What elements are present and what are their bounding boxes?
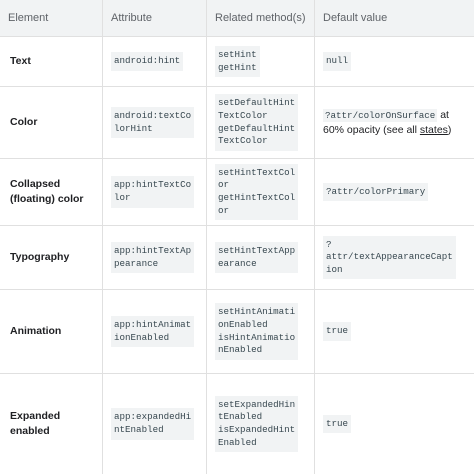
row-color-methods: setDefaultHint TextColor getDefaultHint TextColor (215, 94, 298, 150)
row-collapsed-color-default: ?attr/colorPrimary (323, 183, 428, 202)
row-text-methods: setHint getHint (215, 46, 260, 77)
row-color-methods-cell (207, 87, 315, 159)
row-text-default-cell (315, 37, 474, 87)
row-expanded-enabled-attribute-cell (103, 374, 207, 474)
row-expanded-enabled-default-cell (315, 374, 474, 474)
row-color-default (323, 108, 466, 138)
row-color-default-suffix: ) (447, 123, 452, 136)
row-text-methods-cell (207, 37, 315, 87)
row-expanded-enabled-methods: setExpandedHin tEnabled isExpandedHint Enabled (215, 396, 298, 452)
row-collapsed-color-methods: setHintTextCol or getHintTextCol or (215, 164, 298, 220)
row-color-default-code: ?attr/colorOnSurface (325, 109, 436, 121)
row-typography-attribute: app:hintTextAp pearance (111, 242, 194, 273)
row-text-element: Text (0, 37, 103, 87)
row-animation-element: Animation (0, 290, 103, 374)
row-text-attribute: android:hint (111, 52, 183, 71)
row-collapsed-color-default-cell (315, 159, 474, 226)
header-element: Element (0, 0, 103, 37)
header-default: Default value (315, 0, 474, 37)
header-attribute: Attribute (103, 0, 207, 37)
row-collapsed-color-element: Collapsed (floating) color (0, 159, 103, 226)
row-animation-methods: setHintAnimati onEnabled isHintAnimatio nEnabled (215, 303, 298, 359)
row-collapsed-color-attribute-cell (103, 159, 207, 226)
row-typography-attribute-cell (103, 226, 207, 290)
row-animation-attribute: app:hintAnimat ionEnabled (111, 316, 194, 347)
row-collapsed-color-attribute: app:hintTextCo lor (111, 176, 194, 207)
row-typography-element: Typography (0, 226, 103, 290)
row-expanded-enabled-attribute: app:expandedHi ntEnabled (111, 408, 194, 439)
row-text-attribute-cell (103, 37, 207, 87)
header-methods: Related method(s) (207, 0, 315, 37)
row-expanded-enabled-default: true (323, 415, 351, 434)
row-typography-default: ? attr/textAppearanceCapt ion (323, 236, 456, 280)
row-animation-methods-cell (207, 290, 315, 374)
row-animation-attribute-cell (103, 290, 207, 374)
row-animation-default: true (323, 322, 351, 341)
row-collapsed-color-methods-cell (207, 159, 315, 226)
row-typography-methods-cell (207, 226, 315, 290)
row-color-attribute: android:textCo lorHint (111, 107, 194, 138)
row-expanded-enabled-methods-cell (207, 374, 315, 474)
row-text-default: null (323, 52, 351, 71)
row-color-attribute-cell (103, 87, 207, 159)
states-link[interactable]: states (419, 123, 448, 136)
row-typography-default-cell (315, 226, 474, 290)
row-typography-methods: setHintTextApp earance (215, 242, 298, 273)
row-color-default-text: at 60% opacity (see all (323, 108, 449, 136)
row-expanded-enabled-element: Expanded enabled (0, 374, 103, 474)
row-color-element: Color (0, 87, 103, 159)
row-animation-default-cell (315, 290, 474, 374)
row-color-default-cell (315, 87, 474, 159)
